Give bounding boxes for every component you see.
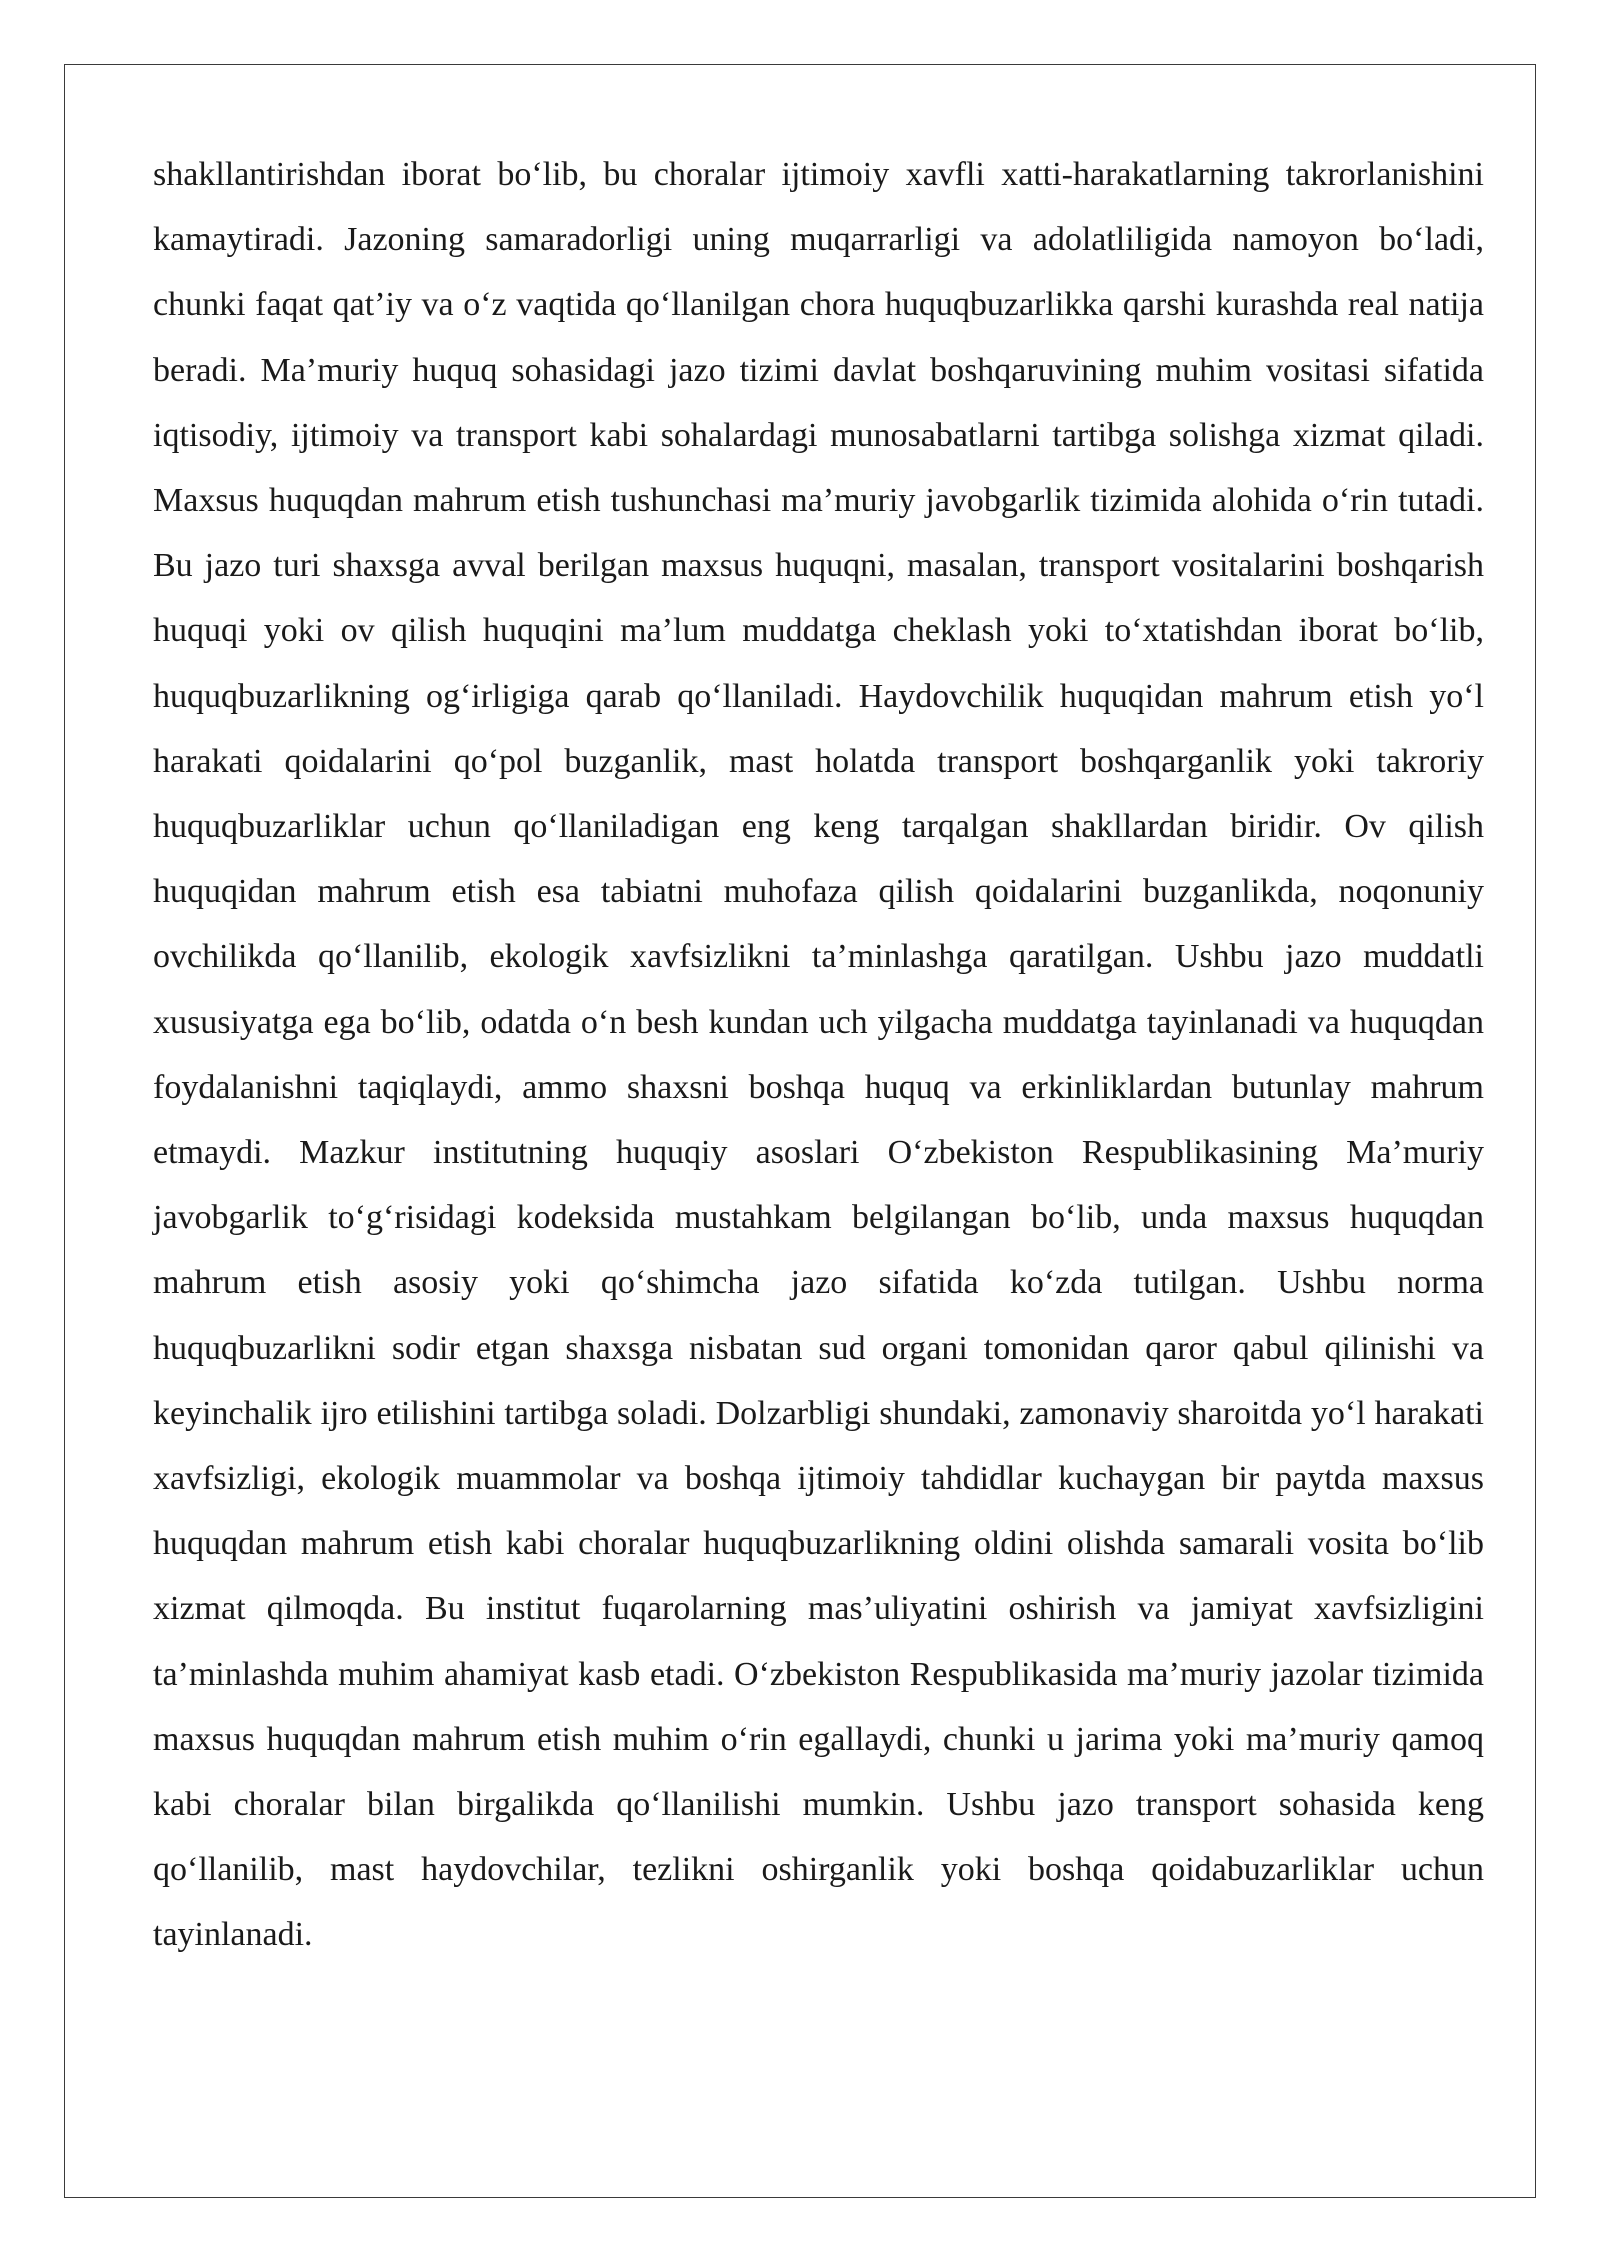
body-paragraph: shakllantirishdan iborat bo‘lib, bu choralar ijtimoiy xavfli xatti-harakatlarning takrorlanishini kamaytiradi. Jazoning samaradorligi uning muqarrarligi va adolatliligida namoyon bo‘ladi, chunki faqat qat’iy va o‘z vaqtida qo‘llanilgan chora huquqbuzarlikka qarshi kurashda real natija beradi. Ma’muriy huquq sohasidagi jazo tizimi davlat boshqaruvining muhim vositasi sifatida iqtisodiy, ijtimoiy va transport kabi sohalardagi munosabatlarni tartibga solishga xizmat qiladi. Maxsus huquqdan mahrum etish tushunchasi ma’muriy javobgarlik tizimida alohida o‘rin tutadi. Bu jazo turi shaxsga avval berilgan maxsus huquqni, masalan, transport vositalarini boshqarish huquqi yoki ov qilish huquqini ma’lum muddatga cheklash yoki to‘xtatishdan iborat bo‘lib, huquqbuzarlikning og‘irligiga qarab qo‘llaniladi. Haydovchilik huquqidan mahrum etish yo‘l harakati qoidalarini qo‘pol buzganlik, mast holatda transport boshqarganlik yoki takroriy huquqbuzarliklar uchun qo‘llaniladigan eng keng tarqalgan shakllardan biridir. Ov qilish huquqidan mahrum etish esa tabiatni muhofaza qilish qoidalarini buzganlikda, noqonuniy ovchilikda qo‘llanilib, ekologik xavfsizlikni ta’minlashga qaratilgan. Ushbu jazo muddatli xususiyatga ega bo‘lib, odatda o‘n besh kundan uch yilgacha muddatga tayinlanadi va huquqdan foydalanishni taqiqlaydi, ammo shaxsni boshqa huquq va erkinliklardan butunlay mahrum etmaydi. Mazkur institutning huquqiy asoslari O‘zbekiston Respublikasining Ma’muriy javobgarlik to‘g‘risidagi kodeksida mustahkam belgilangan bo‘lib, unda maxsus huquqdan mahrum etish asosiy yoki qo‘shimcha jazo sifatida ko‘zda tutilgan. Ushbu norma huquqbuzarlikni sodir etgan shaxsga nisbatan sud organi tomonidan qaror qabul qilinishi va keyinchalik ijro etilishini tartibga soladi. Dolzarbligi shundaki, zamonaviy sharoitda yo‘l harakati xavfsizligi, ekologik muammolar va boshqa ijtimoiy tahdidlar kuchaygan bir paytda maxsus huquqdan mahrum etish kabi choralar huquqbuzarlikning oldini olishda samarali vosita bo‘lib xizmat qilmoqda. Bu institut fuqarolarning mas’uliyatini oshirish va jamiyat xavfsizligini ta’minlashda muhim ahamiyat kasb etadi. O‘zbekiston Respublikasida ma’muriy jazolar tizimida maxsus huquqdan mahrum etish muhim o‘rin egallaydi, chunki u jarima yoki ma’muriy qamoq kabi choralar bilan birgalikda qo‘llanilishi mumkin. Ushbu jazo transport sohasida keng qo‘llanilib, mast haydovchilar, tezlikni oshirganlik yoki boshqa qoidabuzarliklar uchun tayinlanadi. (153, 156, 1484, 1954)
